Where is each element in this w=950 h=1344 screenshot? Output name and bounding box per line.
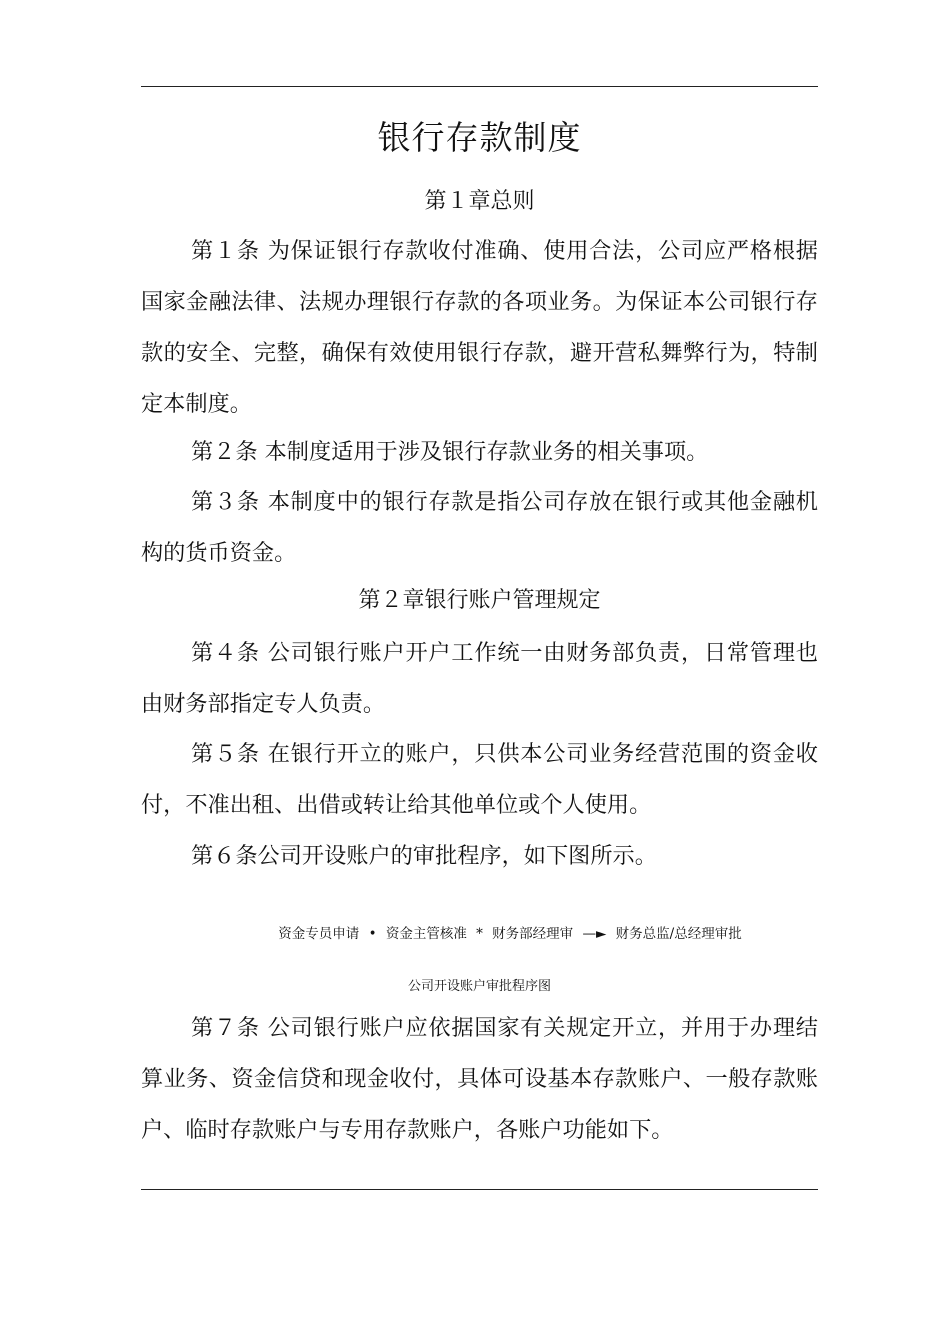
flow-step-apply: 资金专员申请 [278, 926, 360, 942]
approval-flow-diagram [200, 922, 820, 946]
flow-step-supervisor-approve: 资金主管核准 [385, 926, 467, 942]
flow-step-director-approve: 财务总监/总经理审批 [615, 926, 742, 942]
article-1: 第１条 为保证银行存款收付准确、使用合法，公司应严格根据国家金融法律、法规办理银行存款的各项业务。为保证本公司银行存款的安全、完整，确保有效使用银行存款，避开营私舞弊行为，特制定本制度。 [141, 238, 818, 417]
flow-separator-asterisk: * [476, 926, 483, 942]
document-title: 银行存款制度 [377, 118, 582, 157]
flow-arrow-icon: —► [582, 926, 607, 942]
flow-separator-dot: • [368, 926, 377, 942]
article-2: 第２条 本制度适用于涉及银行存款业务的相关事项。 [191, 439, 709, 465]
article-7: 第７条 公司银行账户应依据国家有关规定开立，并用于办理结算业务、资金信贷和现金收付，具体可设基本存款账户、一般存款账户、临时存款账户与专用存款账户，各账户功能如下。 [141, 1015, 818, 1143]
header-rule [141, 86, 818, 87]
figure-caption: 公司开设账户审批程序图 [407, 979, 551, 994]
article-4: 第４条 公司银行账户开户工作统一由财务部负责，日常管理也由财务部指定专人负责。 [141, 640, 818, 717]
article-6: 第６条公司开设账户的审批程序，如下图所示。 [191, 843, 657, 869]
flow-step-manager-review: 财务部经理审 [492, 926, 574, 942]
footer-rule [141, 1189, 818, 1190]
article-3: 第３条 本制度中的银行存款是指公司存放在银行或其他金融机构的货币资金。 [141, 489, 818, 566]
chapter-2-heading: 第２章银行账户管理规定 [358, 588, 601, 613]
chapter-1-heading: 第１章总则 [424, 189, 535, 214]
article-5: 第５条 在银行开立的账户，只供本公司业务经营范围的资金收付，不准出租、出借或转让给其他单位或个人使用。 [141, 741, 818, 818]
